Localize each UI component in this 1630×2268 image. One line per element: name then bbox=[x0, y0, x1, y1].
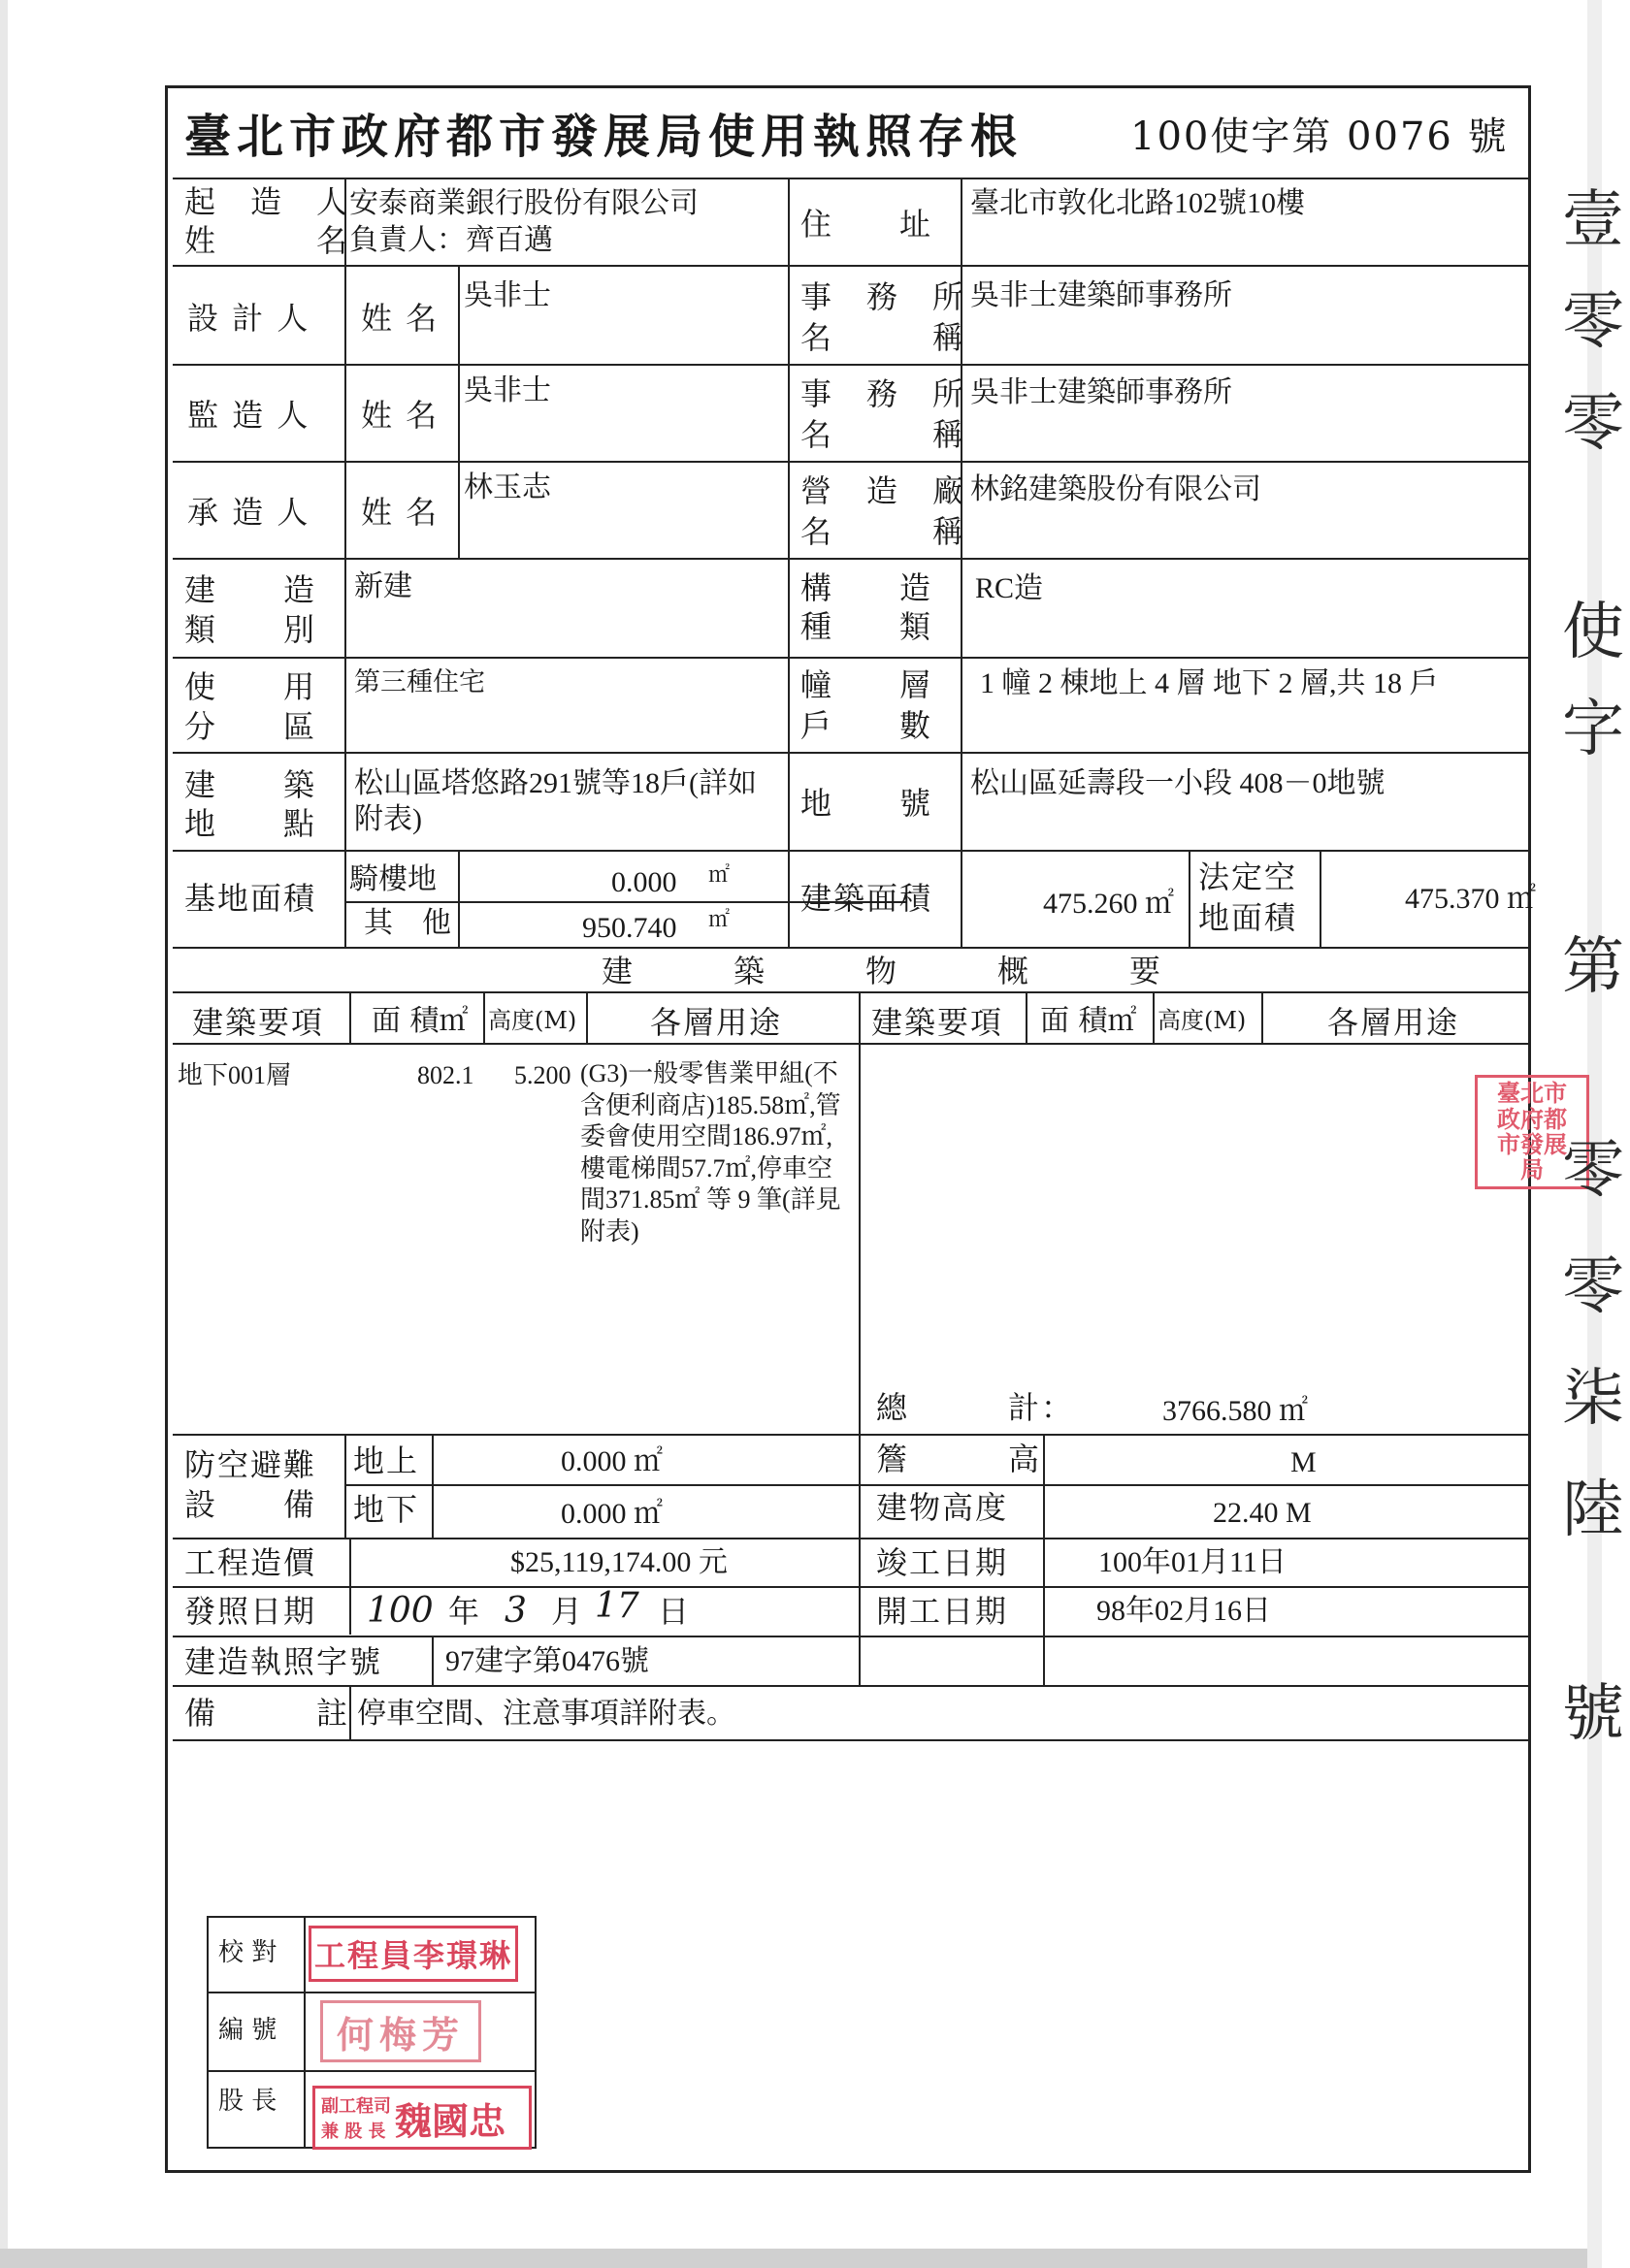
site-area-label: 基地面積 bbox=[184, 880, 317, 917]
grid-line bbox=[207, 1992, 537, 1993]
side-char: 壹 bbox=[1562, 184, 1624, 256]
col-area-right: 面 積㎡ bbox=[1040, 1004, 1137, 1038]
completion-label: 竣工日期 bbox=[876, 1544, 1009, 1581]
units-label-2: 戶 數 bbox=[800, 707, 933, 744]
grid-line bbox=[483, 991, 485, 1043]
zoning-label: 使 用 bbox=[184, 668, 317, 705]
address-label: 住 址 bbox=[800, 206, 933, 243]
other-area: 950.740 bbox=[582, 912, 677, 944]
designer-office-label-2: 名 稱 bbox=[800, 319, 966, 356]
other-unit: ㎡ bbox=[708, 907, 731, 931]
grid-line bbox=[173, 364, 1531, 366]
floor-use: (G3)一般零售業甲組(不含便利商店)185.58㎡,管委會使用空間186.97㎡,樓電梯間57.7㎡,停車空間371.85㎡ 等 9 筆(詳見附表) bbox=[580, 1059, 841, 1246]
open-space-label-2: 地面積 bbox=[1198, 899, 1298, 936]
build-type: 新建 bbox=[354, 570, 412, 602]
floor-area: 802.1 bbox=[417, 1061, 474, 1089]
open-space-area: 475.370 ㎡ bbox=[1405, 883, 1536, 915]
supervisor-office-label-2: 名 稱 bbox=[800, 416, 966, 453]
supervisor-name-label: 姓 名 bbox=[361, 397, 440, 434]
col-use-left: 各層用途 bbox=[650, 1004, 783, 1041]
grid-line bbox=[173, 657, 1531, 659]
side-char: 零 bbox=[1562, 1135, 1624, 1207]
grid-line bbox=[173, 461, 1531, 463]
cost-label: 工程造價 bbox=[184, 1544, 317, 1581]
units-value: 1 幢 2 棟地上 4 層 地下 2 層,共 18 戶 bbox=[980, 667, 1439, 699]
owner-representative: 負責人：齊百邁 bbox=[349, 224, 553, 256]
grid-line bbox=[173, 947, 1531, 949]
grid-line bbox=[458, 265, 460, 558]
zoning-label-2: 分 區 bbox=[184, 708, 317, 745]
permit-number: 100使字第 0076 號 bbox=[1130, 114, 1509, 159]
grid-line bbox=[349, 1685, 351, 1739]
structure-label-2: 種 類 bbox=[800, 608, 933, 645]
arcade-unit: ㎡ bbox=[708, 862, 731, 887]
grid-line bbox=[173, 991, 1531, 993]
grid-line bbox=[1320, 850, 1321, 947]
building-area: 475.260 ㎡ bbox=[1043, 888, 1174, 920]
official-seal-text: 臺北市政府都市發展局 bbox=[1497, 1079, 1567, 1184]
lot-label: 地 號 bbox=[800, 785, 933, 822]
floor-height: 5.200 bbox=[514, 1061, 571, 1089]
location-value: 松山區塔悠路291號等18戶(詳如 bbox=[354, 767, 757, 799]
eaves-label: 簷 高 bbox=[876, 1441, 1042, 1477]
designer-name: 吳非士 bbox=[464, 279, 551, 311]
grid-line bbox=[173, 1739, 1531, 1741]
grid-line bbox=[1026, 991, 1027, 1043]
col-height-right: 高度(M) bbox=[1157, 1007, 1247, 1034]
designer-office-label: 事 務 所 bbox=[800, 278, 966, 315]
side-char: 使 bbox=[1562, 597, 1624, 668]
checker-stamp-text: 工程員李璟琳 bbox=[313, 1937, 512, 1974]
lot-number: 松山區延壽段一小段 408－0地號 bbox=[970, 767, 1386, 799]
issue-year-unit: 年 bbox=[448, 1593, 482, 1630]
grid-line bbox=[458, 850, 460, 947]
remarks-value: 停車空間、注意事項詳附表。 bbox=[357, 1698, 735, 1730]
summary-heading: 建 築 物 概 要 bbox=[602, 953, 1163, 989]
side-char: 號 bbox=[1562, 1678, 1624, 1750]
supervisor-office: 吳非士建築師事務所 bbox=[970, 376, 1232, 408]
grid-line bbox=[1261, 991, 1263, 1043]
build-permit-number: 97建字第0476號 bbox=[445, 1645, 649, 1677]
grid-line bbox=[173, 558, 1531, 560]
supervisor-label: 監 造 人 bbox=[187, 397, 310, 434]
building-height: 22.40 M bbox=[1213, 1497, 1312, 1529]
owner-address: 臺北市敦化北路102號10樓 bbox=[970, 187, 1305, 219]
owner-name: 安泰商業銀行股份有限公司 bbox=[349, 187, 699, 219]
shelter-above: 0.000 ㎡ bbox=[561, 1445, 663, 1477]
signoff-chief-label: 股 長 bbox=[218, 2087, 277, 2116]
chief-stamp bbox=[312, 2086, 532, 2150]
col-area-left: 面 積㎡ bbox=[372, 1004, 469, 1038]
numbering-stamp-text: 何梅芳 bbox=[336, 2012, 465, 2057]
floor-name: 地下001層 bbox=[178, 1061, 292, 1089]
designer-label: 設 計 人 bbox=[187, 300, 310, 337]
col-item-left: 建築要項 bbox=[192, 1004, 325, 1041]
grid-line bbox=[173, 265, 1531, 267]
grid-line bbox=[1043, 1434, 1045, 1685]
cost-value: $25,119,174.00 元 bbox=[510, 1546, 728, 1578]
grid-line bbox=[344, 1434, 346, 1538]
build-type-label: 建 造 bbox=[184, 571, 317, 608]
scan-left-edge bbox=[0, 0, 8, 2268]
grid-line bbox=[586, 991, 588, 1043]
contractor-name-label: 姓 名 bbox=[361, 494, 440, 531]
signoff-number-label: 編 號 bbox=[218, 2016, 277, 2045]
grid-line bbox=[173, 178, 1531, 179]
contractor-name: 林玉志 bbox=[464, 471, 551, 503]
contractor-label: 承 造 人 bbox=[187, 494, 310, 531]
supervisor-name: 吳非士 bbox=[464, 374, 551, 406]
issue-month-unit: 月 bbox=[551, 1593, 585, 1630]
arcade-area: 0.000 bbox=[611, 866, 677, 898]
chief-stamp-name: 魏國忠 bbox=[395, 2098, 506, 2143]
shelter-label-2: 設 備 bbox=[184, 1486, 317, 1523]
chief-stamp-title-2: 兼 股 長 bbox=[321, 2122, 386, 2142]
shelter-above-label: 地上 bbox=[353, 1442, 420, 1479]
grid-line bbox=[859, 991, 861, 1685]
structure-type: RC造 bbox=[975, 572, 1044, 604]
issue-date-label: 發照日期 bbox=[184, 1593, 317, 1630]
side-char: 零 bbox=[1562, 388, 1624, 460]
grid-line bbox=[207, 2070, 537, 2072]
shelter-below: 0.000 ㎡ bbox=[561, 1498, 663, 1530]
side-char: 第 bbox=[1562, 931, 1624, 1003]
grid-line bbox=[173, 1538, 1531, 1539]
contractor-office-label: 營 造 廠 bbox=[800, 472, 966, 509]
supervisor-office-label: 事 務 所 bbox=[800, 375, 966, 412]
grid-line bbox=[1153, 991, 1155, 1043]
build-permit-label: 建造執照字號 bbox=[184, 1643, 383, 1680]
contractor-office: 林銘建築股份有限公司 bbox=[970, 473, 1261, 505]
col-height-left: 高度(M) bbox=[488, 1007, 577, 1034]
side-char: 柒 bbox=[1562, 1363, 1624, 1435]
issue-month: 3 bbox=[505, 1591, 527, 1631]
checker-stamp bbox=[309, 1926, 518, 1982]
col-item-right: 建築要項 bbox=[871, 1004, 1004, 1041]
building-height-label: 建物高度 bbox=[876, 1489, 1009, 1526]
owner-label: 起 造 人 bbox=[184, 183, 350, 220]
side-char: 陸 bbox=[1562, 1474, 1624, 1546]
units-label: 幢 層 bbox=[800, 666, 933, 703]
grid-line bbox=[859, 1484, 1531, 1486]
issue-day: 17 bbox=[595, 1586, 639, 1626]
structure-label: 構 造 bbox=[800, 569, 933, 606]
grid-line bbox=[432, 1434, 434, 1538]
designer-name-label: 姓 名 bbox=[361, 300, 440, 337]
numbering-stamp bbox=[320, 2000, 481, 2062]
grid-line bbox=[788, 178, 790, 947]
grid-line bbox=[344, 1484, 859, 1486]
grid-line bbox=[349, 1538, 351, 1635]
location-value-2: 附表) bbox=[354, 803, 422, 835]
signoff-check-label: 校 對 bbox=[218, 1938, 277, 1967]
shelter-below-label: 地下 bbox=[353, 1491, 420, 1528]
designer-office: 吳非士建築師事務所 bbox=[970, 279, 1232, 311]
location-label: 建 築 bbox=[184, 766, 317, 803]
start-date-label: 開工日期 bbox=[876, 1593, 1009, 1630]
grid-line bbox=[304, 1916, 306, 2149]
side-char: 零 bbox=[1562, 1251, 1624, 1323]
location-label-2: 地 點 bbox=[184, 805, 317, 842]
start-date: 98年02月16日 bbox=[1096, 1595, 1271, 1627]
build-type-label-2: 類 別 bbox=[184, 611, 317, 648]
issue-day-unit: 日 bbox=[658, 1593, 692, 1630]
form-title: 臺北市政府都市發展局使用執照存根 bbox=[184, 110, 1024, 164]
remarks-label: 備 註 bbox=[184, 1695, 350, 1732]
completion-date: 100年01月11日 bbox=[1098, 1546, 1287, 1578]
grid-line bbox=[173, 1636, 1531, 1637]
grid-line bbox=[173, 1434, 1531, 1436]
grid-line bbox=[173, 752, 1531, 754]
grid-line bbox=[1189, 850, 1190, 947]
eaves-height: M bbox=[1290, 1446, 1317, 1478]
contractor-office-label-2: 名 稱 bbox=[800, 513, 966, 550]
side-char: 零 bbox=[1562, 286, 1624, 358]
grid-line bbox=[344, 178, 346, 947]
scan-bottom-edge bbox=[0, 2249, 1602, 2268]
owner-name-label: 姓 名 bbox=[184, 222, 350, 259]
grid-line bbox=[173, 850, 1531, 852]
shelter-label: 防空避難 bbox=[184, 1446, 317, 1483]
arcade-label: 騎樓地 bbox=[349, 862, 437, 896]
grid-line bbox=[432, 1636, 434, 1685]
total-label: 總 計： bbox=[876, 1389, 1075, 1426]
zoning-value: 第三種住宅 bbox=[354, 667, 485, 697]
total-area: 3766.580 ㎡ bbox=[1162, 1395, 1308, 1427]
chief-stamp-title: 副工程司 bbox=[321, 2096, 391, 2117]
issue-year: 100 bbox=[367, 1591, 434, 1631]
building-area-label: 建築面積 bbox=[800, 880, 933, 917]
side-char: 字 bbox=[1562, 694, 1624, 765]
grid-line bbox=[173, 1685, 1531, 1687]
other-label: 其 他 bbox=[364, 906, 451, 940]
col-use-right: 各層用途 bbox=[1327, 1004, 1460, 1041]
grid-line bbox=[349, 991, 351, 1043]
grid-line bbox=[173, 1043, 1531, 1045]
grid-line bbox=[173, 1586, 1531, 1588]
open-space-label: 法定空 bbox=[1198, 859, 1298, 895]
